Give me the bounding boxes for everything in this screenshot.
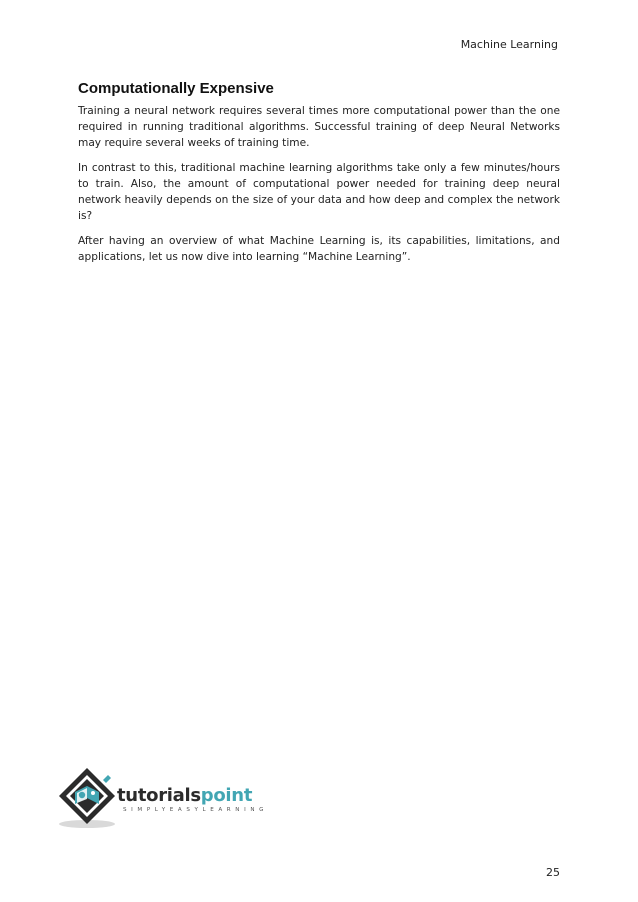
section-heading: Computationally Expensive xyxy=(78,80,274,97)
paragraph-2: In contrast to this, traditional machine learning algorithms take only a few minutes/hours to train. Also, the amount of computational power needed for training deep neural network heavily depends on the size of your data and how deep and complex the network is? xyxy=(78,162,560,222)
main-content xyxy=(78,80,560,274)
logo-wordmark xyxy=(117,785,252,806)
page-number: 25 xyxy=(546,866,560,879)
logo-wordmark-part2: point xyxy=(200,785,253,806)
logo-emblem-icon xyxy=(55,766,125,830)
tutorialspoint-logo xyxy=(55,766,275,830)
paragraph-3: After having an overview of what Machine Learning is, its capabilities, limitations, and applications, let us now dive into learning “Machine Learning”. xyxy=(78,235,560,263)
running-header: Machine Learning xyxy=(460,38,558,51)
logo-wordmark-part1: tutorials xyxy=(117,785,201,806)
paragraph-1: Training a neural network requires several times more computational power than the one required in running traditional algorithms. Successful training of deep Neural Networks may require several weeks of training time. xyxy=(78,105,560,149)
logo-tagline: SIMPLYEASYLEARNING xyxy=(123,807,269,813)
